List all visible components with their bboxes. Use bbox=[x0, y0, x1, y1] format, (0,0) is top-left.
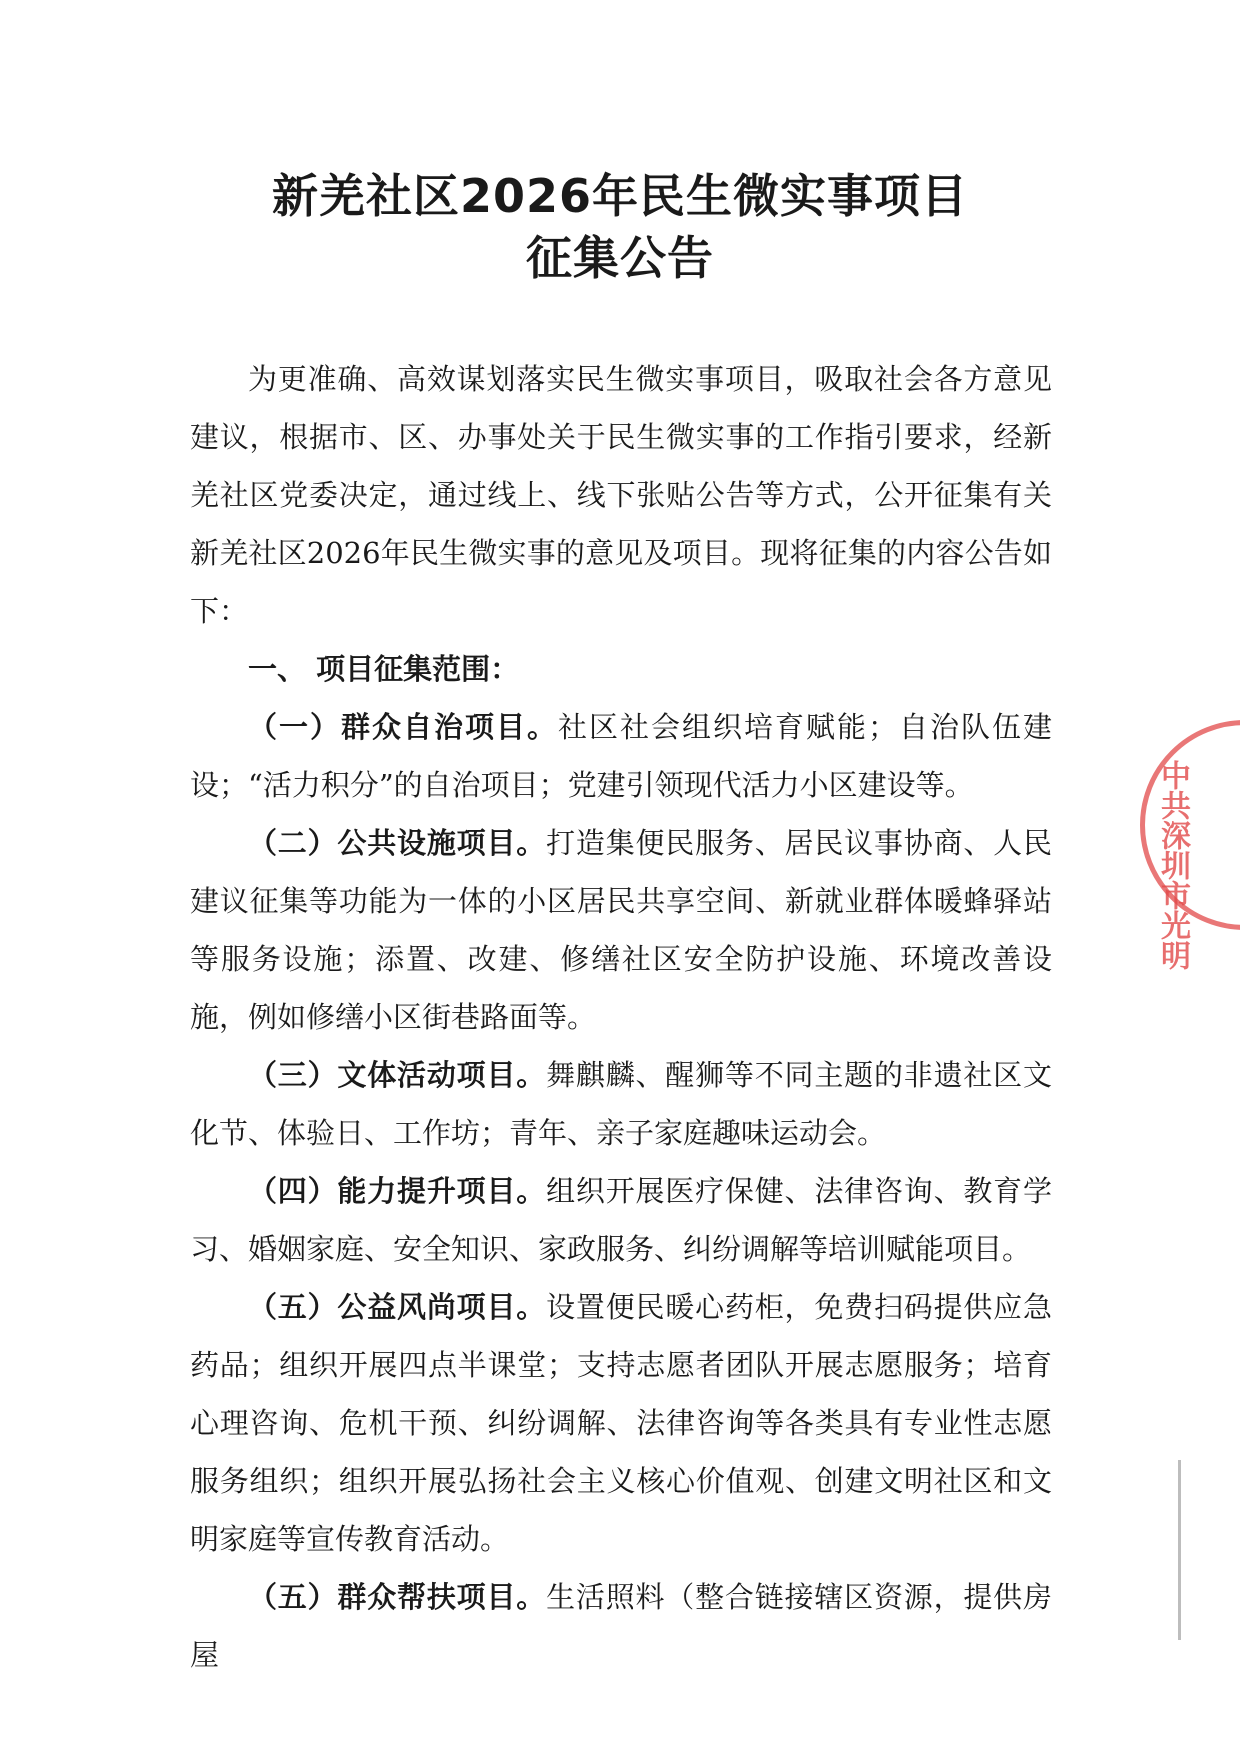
scope-item-text: 社区社会组织培育赋能；自治队伍建设；“活力积分”的自治项目；党建引领现代活力小区建设等。 bbox=[190, 710, 1052, 802]
scope-item-text: 设置便民暖心药柜，免费扫码提供应急药品；组织开展四点半课堂；支持志愿者团队开展志愿服务；培育心理咨询、危机干预、纠纷调解、法律咨询等各类具有专业性志愿服务组织；组织开展弘扬社会主义核心价值观、创建文明社区和文明家庭等宣传教育活动。 bbox=[190, 1290, 1052, 1556]
scope-item-text: 打造集便民服务、居民议事协商、人民建议征集等功能为一体的小区居民共享空间、新就业群体暖蜂驿站等服务设施；添置、改建、修缮社区安全防护设施、环境改善设施，例如修缮小区街巷路面等。 bbox=[190, 826, 1052, 1034]
scope-item-text: 组织开展医疗保健、法律咨询、教育学习、婚姻家庭、安全知识、家政服务、纠纷调解等培训赋能项目。 bbox=[190, 1174, 1052, 1266]
scope-item-lead: （五）公益风尚项目。 bbox=[248, 1290, 547, 1324]
scope-item-5 bbox=[190, 1278, 1052, 1568]
scope-item-3 bbox=[190, 1046, 1052, 1162]
section-heading: 一、 项目征集范围： bbox=[248, 652, 520, 686]
document-title-line-1: 新羌社区2026年民生微实事项目 bbox=[271, 169, 969, 223]
scope-item-lead: （五）群众帮扶项目。 bbox=[248, 1580, 547, 1614]
scan-artifact bbox=[1178, 1460, 1181, 1640]
intro-paragraph: 为更准确、高效谋划落实民生微实事项目，吸取社会各方意见建议，根据市、区、办事处关于民生微实事的工作指引要求，经新羌社区党委决定，通过线上、线下张贴公告等方式，公开征集有关新羌社区2026年民生微实事的意见及项目。现将征集的内容公告如下： bbox=[190, 362, 1052, 628]
scope-item-text: 舞麒麟、醒狮等不同主题的非遗社区文化节、体验日、工作坊；青年、亲子家庭趣味运动会。 bbox=[190, 1058, 1052, 1150]
scope-item-4 bbox=[190, 1162, 1052, 1278]
scope-item-text: 生活照料（整合链接辖区资源，提供房屋 bbox=[190, 1580, 1052, 1672]
scope-item-lead: （一）群众自治项目。 bbox=[248, 710, 558, 744]
scope-item-lead: （三）文体活动项目。 bbox=[248, 1058, 547, 1092]
scope-item-lead: （二）公共设施项目。 bbox=[248, 826, 547, 860]
document-title-line-2: 征集公告 bbox=[526, 231, 714, 285]
document-body bbox=[190, 350, 1052, 1684]
scope-item-6 bbox=[190, 1568, 1052, 1684]
official-seal-text: 中共深圳市光明 bbox=[1155, 760, 1190, 970]
scope-item-lead: （四）能力提升项目。 bbox=[248, 1174, 547, 1208]
scope-item-2 bbox=[190, 814, 1052, 1046]
scope-item-1 bbox=[190, 698, 1052, 814]
